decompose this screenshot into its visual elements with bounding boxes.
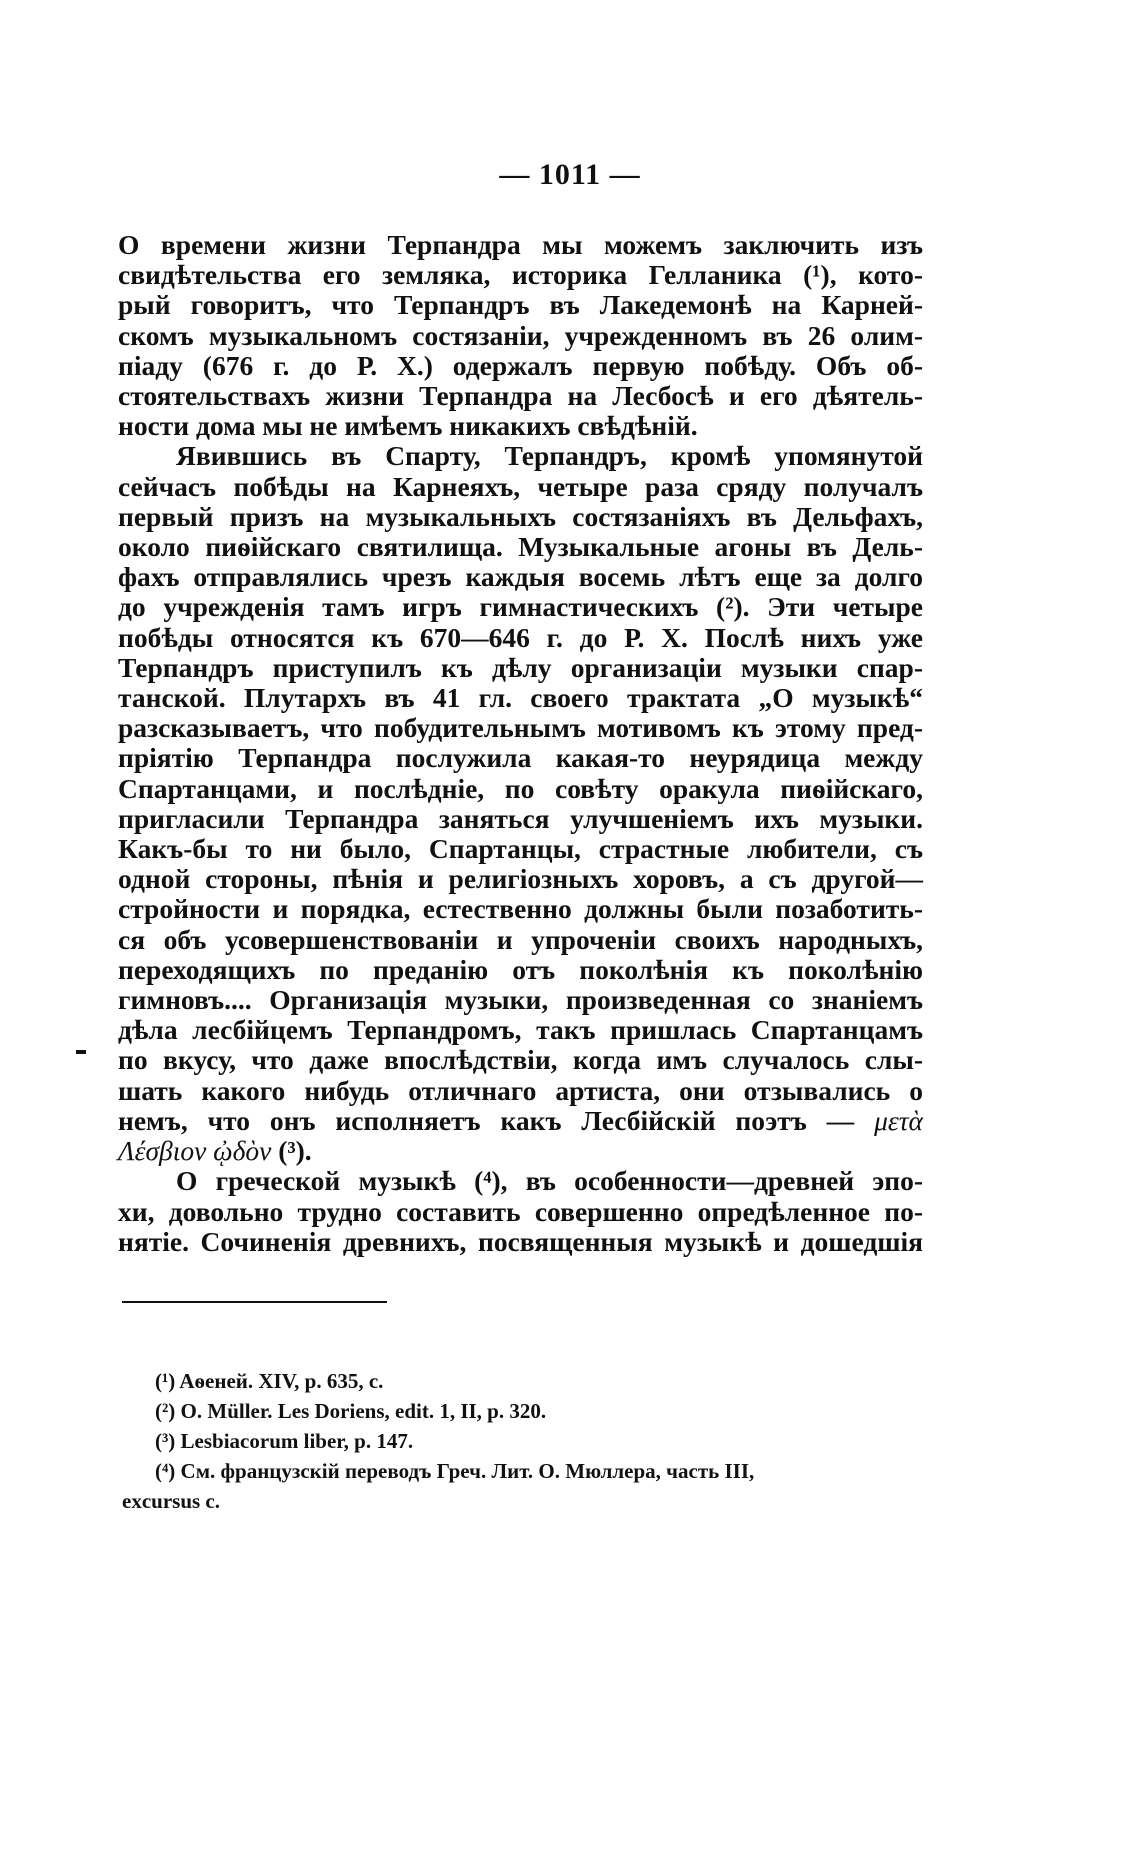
page-number: — 1011 — xyxy=(499,158,641,191)
footnote: (³) Lesbiacorum liber, p. 147. xyxy=(155,1429,414,1453)
text-line: О греческой музыкѣ (⁴), въ особенности—древней эпо- xyxy=(176,1165,923,1197)
text-line: первый призъ на музыкальныхъ состязаніяхъ въ Дельфахъ, xyxy=(118,500,923,532)
greek-quote: Λέσβιον ᾠδὸν xyxy=(118,1135,272,1167)
text-line: пригласили Терпандра заняться улучшеніемъ ихъ музыки. xyxy=(118,802,923,834)
text-line: фахъ отправлялись чрезъ каждыя восемь лѣтъ еще за долго xyxy=(118,561,923,593)
text-line: рый говоритъ, что Терпандръ въ Лакедемонѣ на Карней- xyxy=(118,289,923,321)
footnote: (¹) Aѳeнeй. XIV, p. 635, c. xyxy=(155,1369,384,1393)
text-line-segment: немъ, что онъ исполняетъ какъ Лесбійскій поэтъ — xyxy=(118,1104,855,1136)
text-line: хи, довольно трудно составить совершенно опредѣленное по- xyxy=(118,1195,923,1227)
text-line: одной стороны, пѣнія и религіозныхъ хоровъ, а съ другой— xyxy=(118,863,923,895)
text-line: гимновъ.... Организація музыки, произведенная со знаніемъ xyxy=(118,984,923,1016)
text-line: нятіе. Сочиненія древнихъ, посвященныя музыкѣ и дошедшія xyxy=(118,1225,923,1257)
text-line: разсказываетъ, что побудительнымъ мотивомъ къ этому пред- xyxy=(118,712,923,744)
text-line: Терпандръ приступилъ къ дѣлу организаціи музыки спар- xyxy=(118,651,923,683)
footnote-ref: (³). xyxy=(271,1135,312,1167)
text-line: пріятію Терпандра послужила какая-то неурядица между xyxy=(118,742,923,774)
text-line: Какъ-бы то ни было, Спартанцы, страстные любители, съ xyxy=(118,833,923,865)
text-line: піаду (676 г. до Р. Х.) одержалъ первую побѣду. Объ об- xyxy=(118,349,923,381)
text-line: переходящихъ по преданію отъ поколѣнія къ поколѣнію xyxy=(118,953,923,985)
text-line: скомъ музыкальномъ состязаніи, учрежденномъ въ 26 олим- xyxy=(118,319,923,351)
text-line: Явившись въ Спарту, Терпандръ, кромѣ упомянутой xyxy=(176,440,923,472)
greek-quote: μετὰ xyxy=(874,1104,923,1136)
text-line: по вкусу, что даже впослѣдствіи, когда имъ случалось слы- xyxy=(118,1044,923,1076)
text-line: шать какого нибудь отличнаго артиста, они отзывались о xyxy=(118,1074,923,1106)
footnote-continuation: excursus c. xyxy=(122,1489,220,1513)
text-line: Спартанцами, и послѣдніе, по совѣту оракула пиѳійскаго, xyxy=(118,772,923,804)
text-line: стоятельствахъ жизни Терпандра на Лесбосѣ и его дѣятель- xyxy=(118,380,923,412)
footnotes xyxy=(122,1366,925,1516)
main-text xyxy=(118,230,923,1257)
text-line: дѣла лесбійцемъ Терпандромъ, такъ пришлась Спартанцамъ xyxy=(118,1014,923,1046)
text-line: танской. Плутархъ въ 41 гл. своего трактата „О музыкѣ“ xyxy=(118,682,923,714)
text-line xyxy=(118,1106,923,1136)
margin-mark xyxy=(76,1050,86,1054)
text-line: свидѣтельства его земляка, историка Гелланика (¹), кото- xyxy=(118,259,923,291)
text-line: до учрежденія тамъ игръ гимнастическихъ (²). Эти четыре xyxy=(118,591,923,623)
text-line: около пиѳійскаго святилища. Музыкальные агоны въ Дель- xyxy=(118,531,923,563)
footnote: (²) O. Müller. Les Doriens, edit. 1, II, p. 320. xyxy=(155,1399,547,1423)
text-line: сейчасъ побѣды на Карнеяхъ, четыре раза сряду получалъ xyxy=(118,470,923,502)
text-line: ности дома мы не имѣемъ никакихъ свѣдѣній. xyxy=(118,410,698,442)
text-line: О времени жизни Терпандра мы можемъ заключить изъ xyxy=(118,229,923,260)
text-line: стройности и порядка, естественно должны были позаботить- xyxy=(118,893,923,925)
text-line: ся объ усовершенствованіи и упроченіи своихъ народныхъ, xyxy=(118,923,923,955)
footnote-divider xyxy=(122,1301,387,1303)
text-line xyxy=(118,1136,923,1166)
text-line: побѣды относятся къ 670—646 г. до Р. Х. Послѣ нихъ уже xyxy=(118,621,923,653)
footnote: (⁴) См. французскій переводъ Греч. Лит. О. Мюллера, часть III, xyxy=(155,1459,755,1483)
